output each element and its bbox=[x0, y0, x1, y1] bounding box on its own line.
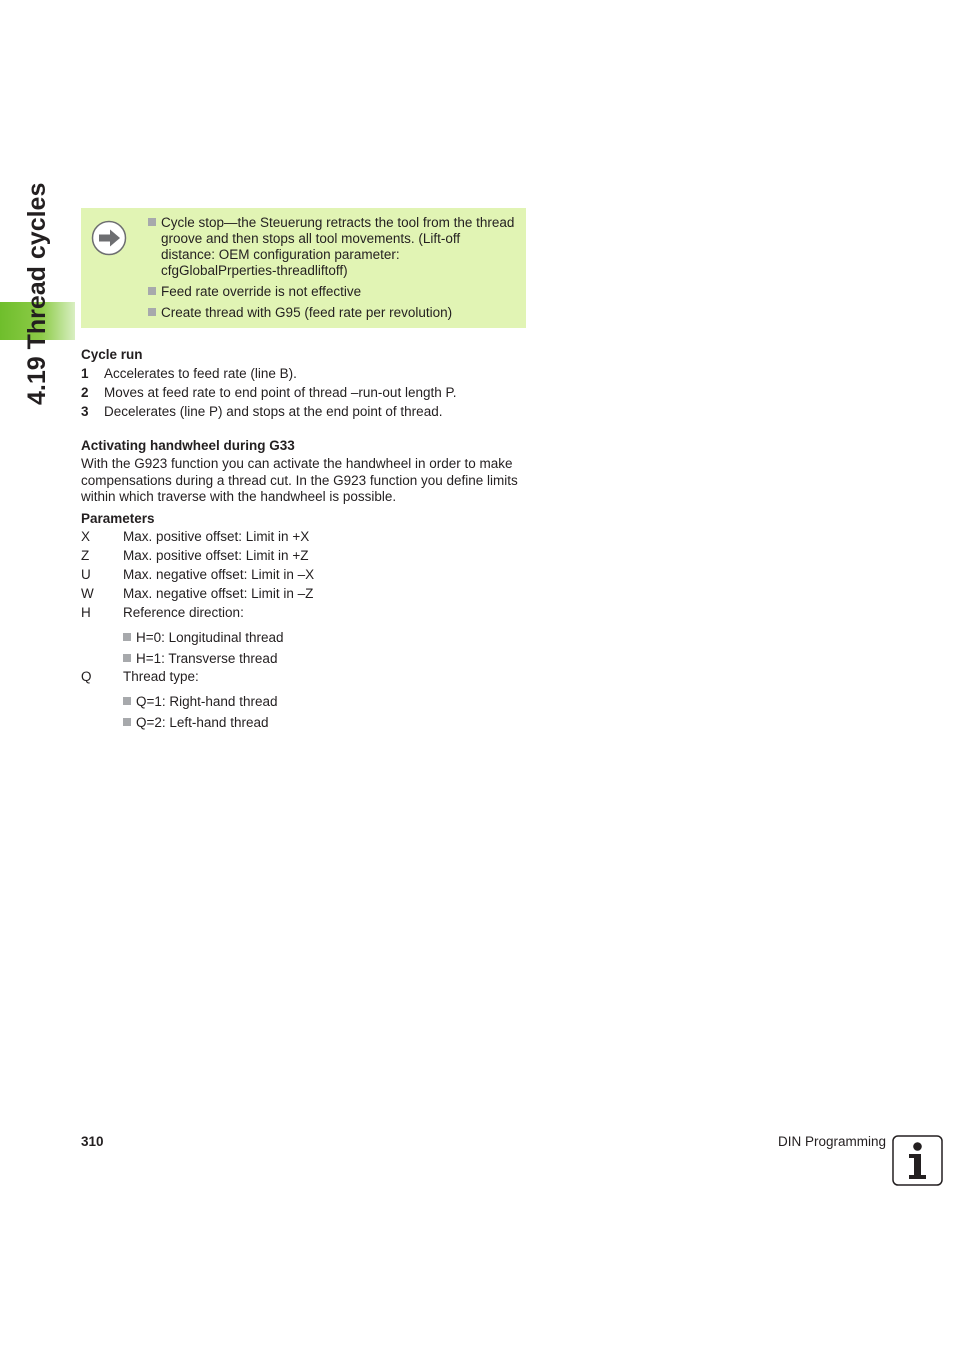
param-row: Z Max. positive offset: Limit in +Z bbox=[81, 547, 309, 563]
arrow-right-icon bbox=[91, 220, 127, 256]
bullet-square-icon bbox=[148, 287, 156, 295]
param-row: W Max. negative offset: Limit in –Z bbox=[81, 585, 314, 601]
handwheel-paragraph: With the G923 function you can activate the handwheel in order to make compensations during a thread cut. In the G923 function you define limits within which traverse with the handwheel is possible. bbox=[81, 456, 518, 504]
bullet-square-icon bbox=[123, 633, 131, 641]
info-icon bbox=[892, 1135, 943, 1186]
chapter-title: 4.19 Thread cycles bbox=[23, 182, 51, 405]
param-option: H=0: Longitudinal thread bbox=[123, 627, 521, 648]
note-list bbox=[148, 215, 516, 326]
cycle-run-heading: Cycle run bbox=[81, 347, 143, 362]
bullet-square-icon bbox=[123, 697, 131, 705]
param-option: Q=1: Right-hand thread bbox=[123, 691, 521, 712]
param-options bbox=[123, 691, 521, 733]
note-item: Cycle stop—the Steuerung retracts the tool from the thread groove and then stops all tool movements. (Lift-off distance: OEM configuration parameter: cfgGlobalPrperties-threadliftoff) bbox=[148, 215, 516, 279]
step-item: 3 Decelerates (line P) and stops at the end point of thread. bbox=[81, 404, 443, 419]
bullet-square-icon bbox=[123, 654, 131, 662]
bullet-square-icon bbox=[123, 718, 131, 726]
note-box bbox=[81, 208, 526, 328]
param-row: X Max. positive offset: Limit in +X bbox=[81, 528, 310, 544]
parameters-list bbox=[81, 527, 521, 733]
param-option: H=1: Transverse thread bbox=[123, 648, 521, 669]
parameters-heading: Parameters bbox=[81, 510, 155, 526]
param-options bbox=[123, 627, 521, 669]
step-item: 2 Moves at feed rate to end point of thread –run-out length P. bbox=[81, 385, 457, 400]
param-row: H Reference direction: bbox=[81, 604, 244, 620]
cycle-run-steps bbox=[81, 364, 521, 421]
param-row: U Max. negative offset: Limit in –X bbox=[81, 566, 315, 582]
main-content bbox=[81, 345, 521, 733]
note-item: Feed rate override is not effective bbox=[148, 284, 516, 300]
page-number: 310 bbox=[81, 1134, 104, 1149]
footer-section-title: DIN Programming bbox=[777, 1134, 886, 1149]
param-row: Q Thread type: bbox=[81, 668, 199, 684]
handwheel-heading: Activating handwheel during G33 bbox=[81, 438, 295, 453]
bullet-square-icon bbox=[148, 308, 156, 316]
param-option: Q=2: Left-hand thread bbox=[123, 712, 521, 733]
bullet-square-icon bbox=[148, 218, 156, 226]
note-item: Create thread with G95 (feed rate per revolution) bbox=[148, 305, 516, 321]
step-item: 1 Accelerates to feed rate (line B). bbox=[81, 366, 297, 381]
